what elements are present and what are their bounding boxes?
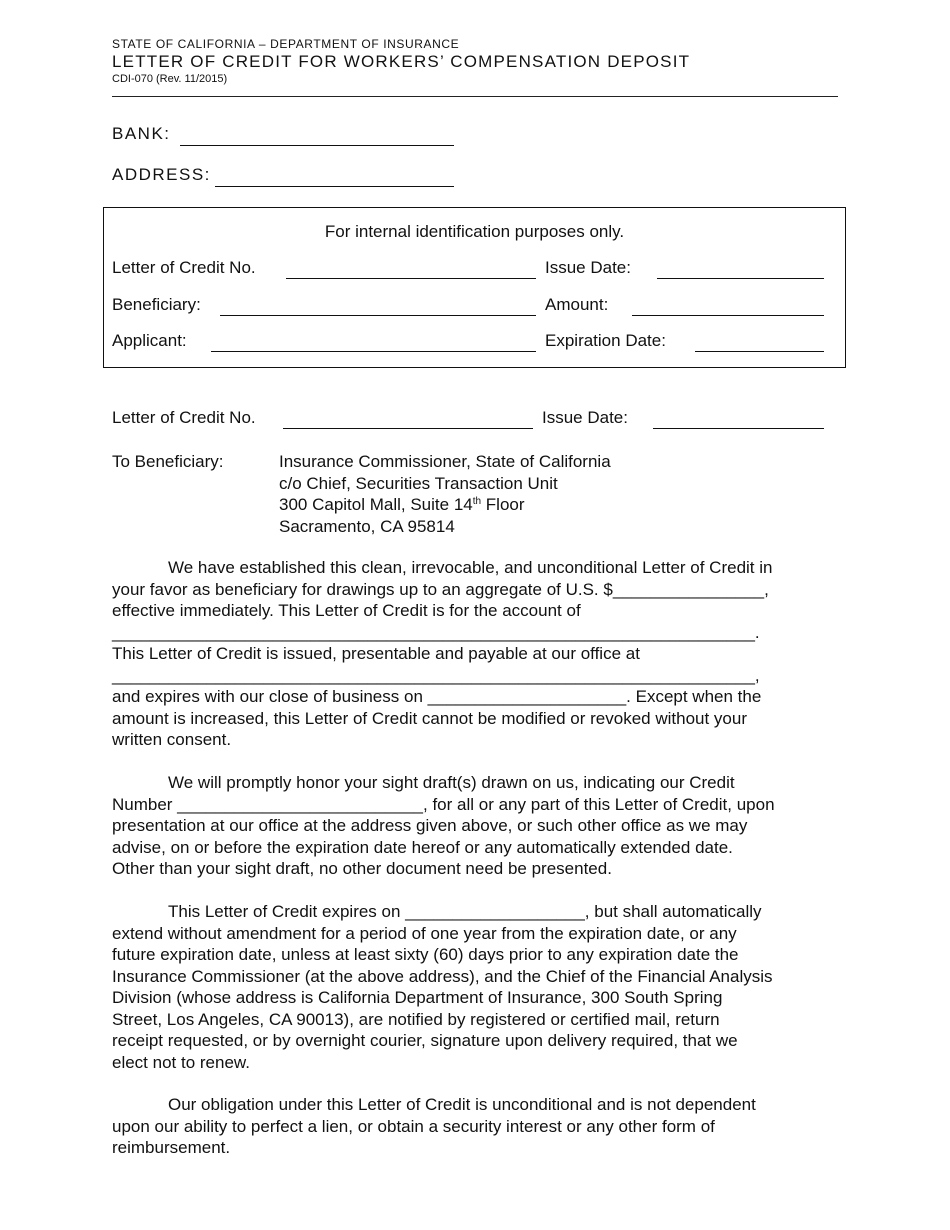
box-issue-date-field[interactable] xyxy=(657,278,824,279)
box-applicant-label: Applicant: xyxy=(112,331,187,350)
p1-line: amount is increased, this Letter of Credit cannot be modified or revoked without your xyxy=(112,708,748,728)
beneficiary-line-3 xyxy=(279,494,611,516)
box-expiration-field[interactable] xyxy=(695,351,824,352)
loc-no-field[interactable] xyxy=(283,428,533,429)
paragraph-4 xyxy=(112,1094,840,1159)
p3-line: elect not to renew. xyxy=(112,1052,250,1072)
address-field[interactable] xyxy=(215,186,454,187)
beneficiary-line-4: Sacramento, CA 95814 xyxy=(279,516,455,536)
box-amount-label: Amount: xyxy=(545,295,609,314)
p3-line: Division (whose address is California Department of Insurance, 300 South Spring xyxy=(112,988,723,1007)
beneficiary-line-1: Insurance Commissioner, State of California xyxy=(279,452,611,471)
paragraph-2 xyxy=(112,772,840,880)
p2-line: advise, on or before the expiration date hereof or any automatically extended date. xyxy=(112,837,733,857)
paragraph-3 xyxy=(112,901,840,1073)
paragraph-1 xyxy=(112,557,840,751)
p3-line: extend without amendment for a period of one year from the expiration date, or any xyxy=(112,923,737,943)
p3-line: This Letter of Credit expires on ___________________, but shall automatically xyxy=(168,902,762,921)
beneficiary-line-3-pre: 300 Capitol Mall, Suite 14 xyxy=(279,495,473,514)
bank-label: BANK: xyxy=(112,124,171,143)
box-loc-no-field[interactable] xyxy=(286,278,536,279)
p3-line: Insurance Commissioner (at the above address), and the Chief of the Financial Analysis xyxy=(112,966,773,986)
form-number: CDI-070 (Rev. 11/2015) xyxy=(112,73,228,85)
box-beneficiary-field[interactable] xyxy=(220,315,536,316)
p1-line: and expires with our close of business on _____________________. Except when the xyxy=(112,687,762,706)
address-label: ADDRESS: xyxy=(112,165,211,184)
box-issue-date-label: Issue Date: xyxy=(545,258,631,277)
p1-line: ____________________________________________________________________, xyxy=(112,665,760,685)
p2-line: We will promptly honor your sight draft(s) drawn on us, indicating our Credit xyxy=(168,773,735,792)
p1-line: written consent. xyxy=(112,730,232,749)
beneficiary-line-2: c/o Chief, Securities Transaction Unit xyxy=(279,473,558,493)
box-loc-no-label: Letter of Credit No. xyxy=(112,258,256,277)
p4-line: upon our ability to perfect a lien, or obtain a security interest or any other form of xyxy=(112,1116,715,1136)
box-applicant-field[interactable] xyxy=(211,351,536,352)
p1-line: This Letter of Credit is issued, presentable and payable at our office at xyxy=(112,644,640,663)
document-title: LETTER OF CREDIT FOR WORKERS’ COMPENSATION DEPOSIT xyxy=(112,52,691,71)
p3-line: Street, Los Angeles, CA 90013), are notified by registered or certified mail, return xyxy=(112,1009,720,1029)
p2-line: Number __________________________, for all or any part of this Letter of Credit, upon xyxy=(112,794,775,814)
p3-line: future expiration date, unless at least sixty (60) days prior to any expiration date the xyxy=(112,945,739,964)
box-expiration-label: Expiration Date: xyxy=(545,331,666,350)
beneficiary-address xyxy=(279,451,611,537)
to-beneficiary-label: To Beneficiary: xyxy=(112,452,224,471)
beneficiary-line-3-post: Floor xyxy=(481,495,525,514)
p4-line: Our obligation under this Letter of Credit is unconditional and is not dependent xyxy=(168,1095,756,1114)
issue-date-label: Issue Date: xyxy=(542,408,628,427)
issue-date-field[interactable] xyxy=(653,428,824,429)
box-amount-field[interactable] xyxy=(632,315,824,316)
bank-field[interactable] xyxy=(180,145,454,146)
department-header: STATE OF CALIFORNIA – DEPARTMENT OF INSURANCE xyxy=(112,37,460,51)
p1-line: effective immediately. This Letter of Credit is for the account of xyxy=(112,601,581,620)
p2-line: Other than your sight draft, no other document need be presented. xyxy=(112,859,612,878)
p1-line: We have established this clean, irrevocable, and unconditional Letter of Credit in xyxy=(168,558,773,577)
loc-no-label: Letter of Credit No. xyxy=(112,408,256,427)
p1-line: ____________________________________________________________________. xyxy=(112,622,760,642)
p2-line: presentation at our office at the address given above, or such other office as we may xyxy=(112,816,748,835)
header-divider xyxy=(112,96,838,97)
box-beneficiary-label: Beneficiary: xyxy=(112,295,201,314)
beneficiary-line-3-sup: th xyxy=(472,496,482,507)
p4-line: reimbursement. xyxy=(112,1138,231,1157)
internal-box-heading: For internal identification purposes only. xyxy=(324,222,625,241)
p1-line: your favor as beneficiary for drawings up to an aggregate of U.S. $________________, xyxy=(112,579,769,599)
p3-line: receipt requested, or by overnight courier, signature upon delivery required, that we xyxy=(112,1031,738,1050)
